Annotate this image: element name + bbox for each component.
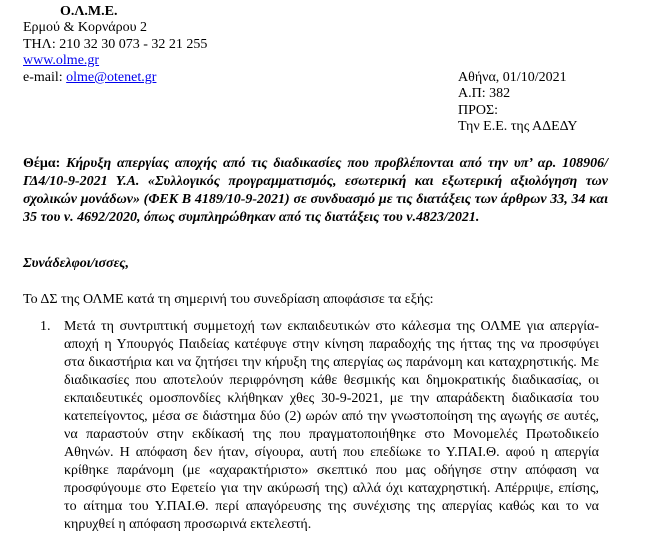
sender-email-link[interactable]: olme@otenet.gr [66,70,157,85]
subject-label: Θέμα: [23,156,61,171]
sender-org: Ο.Λ.Μ.Ε. [60,4,118,19]
list-item-text: Μετά τη συντριπτική συμμετοχή των εκπαιδευτικών στο κάλεσμα της ΟΛΜΕ για απεργία-αποχή η Υπουργός Παιδείας κατέφυγε στην κίνηση παραδοχής της ήττας της να προσφύγει στα δικαστήρια και να ζητήσει την κήρυξη της απεργίας ως παράνομη και καταχρηστικής. Με διαδικασίες που αποτελούν περιφρόνηση κάθε θεσμικής και δημοκρατικής διαδικασίας, οι εκπαιδευτικές ομοσπονδίες κλήθηκαν χθες 30-9-2021, με την απαράδεκτη διαδικασία του κατεπείγοντος, μέσα σε διάστημα δύο (2) ωρών από την γνωστοποίηση της αγωγής σε αυτές, να παραστούν στην εκδίκασή της που πραγματοποιήθηκε στο Μονομελές Πρωτοδικείο Αθηνών. Η απόφαση δεν ήταν, σίγουρα, αυτή που επεδίωκε το Υ.ΠΑΙ.Θ. αφού η απεργία κρίθηκε παράνομη (με «αχαρακτήριστο» σκεπτικό που μας οδήγησε στην απόφαση να προσφύγουμε στο Εφετείο για την ακύρωσή της) αλλά όχι καταχρηστική. Απέρριψε, επίσης, το αίτημα του Υ.ΠΑΙ.Θ. περί απαγόρευσης της συνέχισης της απεργίας καθώς και το να κηρυχθεί η απόφαση προσωρινά εκτελεστή. [64,319,599,532]
sender-address: Ερμού & Κορνάρου 2 [23,20,148,35]
sender-phone: ΤΗΛ: 210 32 30 073 - 32 21 255 [23,37,208,52]
subject-text: Κήρυξη απεργίας αποχής από τις διαδικασίες που προβλέπονται από την υπ’ αρ. 108906/ΓΔ4/10-9-2021 Υ.Α. «Συλλογικός προγραμματισμός, εσωτερική και εξωτερική αξιολόγηση των σχολικών μονάδων» (ΦΕΚ Β 4189/10-9-2021) σε συνδυασμό με τις διατάξεις των άρθρων 33, 34 και 35 του ν. 4692/2020, όπως συμπληρώθηκαν από τις διατάξεις του ν.4823/2021. [23,156,608,225]
protocol-number: Α.Π: 382 [458,86,511,101]
recipient-label: ΠΡΟΣ: [458,103,499,118]
sender-email-row [23,70,156,86]
intro-text: Το ΔΣ της ΟΛΜΕ κατά τη σημερινή του συνεδρίαση αποφάσισε τα εξής: [23,292,434,307]
subject-paragraph [23,155,608,227]
document-date: Αθήνα, 01/10/2021 [458,70,567,85]
sender-email-label: e-mail: [23,70,67,85]
greeting: Συνάδελφοι/ισσες, [23,256,130,271]
list-item-number: 1. [40,319,51,334]
sender-website-link[interactable]: www.olme.gr [23,53,100,68]
recipient-name: Την Ε.Ε. της ΑΔΕΔΥ [458,119,578,134]
